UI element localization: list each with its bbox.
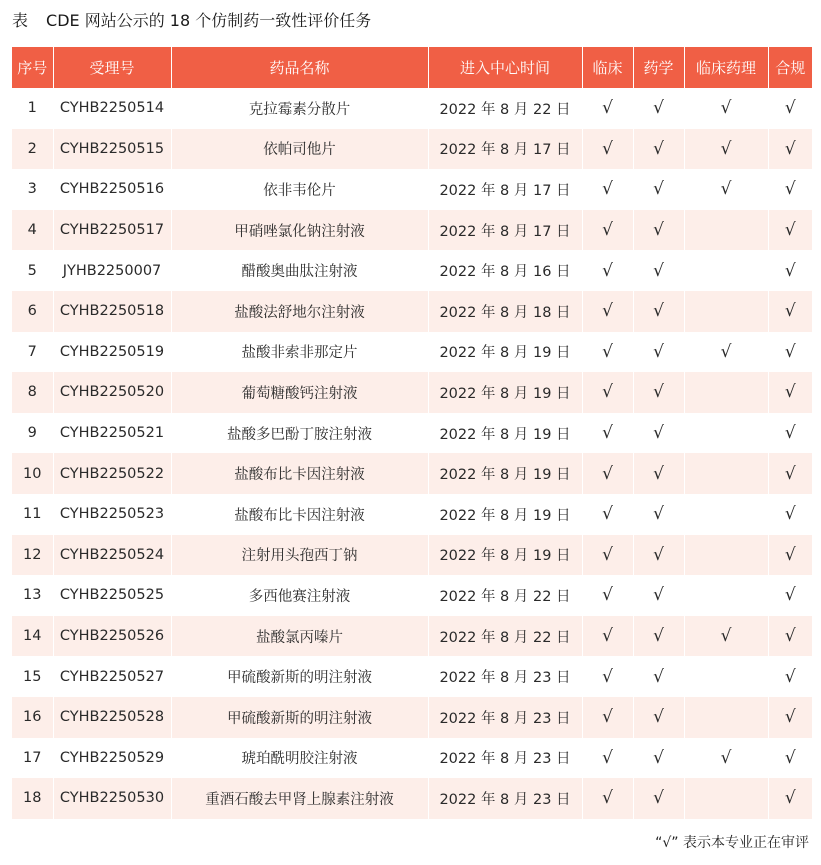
table-row <box>12 778 812 819</box>
cell-compliance: √ <box>768 535 812 576</box>
table-row <box>12 291 812 332</box>
cell-clinical: √ <box>582 656 633 697</box>
table-row <box>12 372 812 413</box>
cell-pharmacy: √ <box>633 88 684 129</box>
cell-pharmacy: √ <box>633 250 684 291</box>
cell-clinical: √ <box>582 453 633 494</box>
cell-drug-name: 盐酸多巴酚丁胺注射液 <box>171 413 428 454</box>
cell-pharmacy: √ <box>633 210 684 251</box>
cell-drug-name: 盐酸法舒地尔注射液 <box>171 291 428 332</box>
cell-drug-name: 重酒石酸去甲肾上腺素注射液 <box>171 778 428 819</box>
cell-seq: 1 <box>12 88 53 129</box>
cell-pharmacy: √ <box>633 372 684 413</box>
cell-entry-date: 2022 年 8 月 23 日 <box>428 738 582 779</box>
cell-drug-name: 注射用头孢西丁钠 <box>171 535 428 576</box>
cell-acceptance-no: CYHB2250521 <box>53 413 171 454</box>
cell-clinical: √ <box>582 169 633 210</box>
cell-seq: 7 <box>12 332 53 373</box>
cell-clinical: √ <box>582 88 633 129</box>
cell-pharmacy: √ <box>633 129 684 170</box>
cell-drug-name: 盐酸布比卡因注射液 <box>171 453 428 494</box>
table-row <box>12 738 812 779</box>
cell-clinical-pharmacology <box>684 413 768 454</box>
cell-clinical-pharmacology <box>684 575 768 616</box>
cell-pharmacy: √ <box>633 453 684 494</box>
cell-clinical-pharmacology <box>684 250 768 291</box>
cell-seq: 9 <box>12 413 53 454</box>
cell-clinical-pharmacology <box>684 494 768 535</box>
cell-compliance: √ <box>784 341 796 362</box>
cell-drug-name: 盐酸非索非那定片 <box>171 332 428 373</box>
cell-compliance: √ <box>784 585 796 606</box>
cell-pharmacy: √ <box>633 738 684 779</box>
cell-entry-date: 2022 年 8 月 22 日 <box>428 616 582 657</box>
cell-drug-name: 琥珀酰明胶注射液 <box>171 738 428 779</box>
header-acceptance-no: 受理号 <box>53 47 171 88</box>
cell-clinical: √ <box>582 494 633 535</box>
cell-clinical: √ <box>582 210 633 251</box>
cell-seq: 2 <box>12 129 53 170</box>
cell-pharmacy: √ <box>633 575 684 616</box>
footnote: “√” 表示本专业正在审评 <box>655 835 809 851</box>
cell-pharmacy: √ <box>633 332 684 373</box>
cell-seq: 11 <box>12 494 53 535</box>
cell-entry-date: 2022 年 8 月 17 日 <box>428 169 582 210</box>
cell-entry-date: 2022 年 8 月 19 日 <box>428 332 582 373</box>
cell-acceptance-no: CYHB2250517 <box>53 210 171 251</box>
cell-acceptance-no: CYHB2250525 <box>53 575 171 616</box>
table-caption: CDE 网站公示的 18 个仿制药一致性评价任务 <box>46 11 372 30</box>
cell-pharmacy: √ <box>633 656 684 697</box>
cell-acceptance-no: CYHB2250518 <box>53 291 171 332</box>
cell-seq: 5 <box>12 250 53 291</box>
cell-clinical-pharmacology <box>684 291 768 332</box>
table-row <box>12 575 812 616</box>
cell-seq: 14 <box>12 616 53 657</box>
table-row <box>12 616 812 657</box>
cell-seq: 15 <box>12 656 53 697</box>
cell-clinical-pharmacology: √ <box>684 332 768 373</box>
cell-compliance: √ <box>768 697 812 738</box>
cell-compliance: √ <box>768 778 812 819</box>
cell-seq: 12 <box>12 535 53 576</box>
cell-drug-name: 依非韦伦片 <box>171 169 428 210</box>
cell-acceptance-no: CYHB2250519 <box>53 332 171 373</box>
cell-acceptance-no: CYHB2250516 <box>53 169 171 210</box>
cell-seq: 16 <box>12 697 53 738</box>
cell-drug-name: 甲硝唑氯化钠注射液 <box>171 210 428 251</box>
table-row <box>12 332 812 373</box>
cell-acceptance-no: CYHB2250522 <box>53 453 171 494</box>
cell-entry-date: 2022 年 8 月 22 日 <box>428 575 582 616</box>
cell-compliance: √ <box>784 423 796 444</box>
cell-drug-name: 甲硫酸新斯的明注射液 <box>171 656 428 697</box>
evaluation-task-table <box>12 47 812 819</box>
cell-drug-name: 醋酸奥曲肽注射液 <box>171 250 428 291</box>
cell-drug-name: 葡萄糖酸钙注射液 <box>171 372 428 413</box>
cell-entry-date: 2022 年 8 月 22 日 <box>428 88 582 129</box>
table-label: 表 <box>12 11 29 30</box>
cell-clinical: √ <box>582 575 633 616</box>
cell-entry-date: 2022 年 8 月 19 日 <box>428 453 582 494</box>
table-row <box>12 210 812 251</box>
cell-compliance: √ <box>784 666 796 687</box>
cell-seq: 17 <box>12 738 53 779</box>
cell-clinical-pharmacology <box>684 535 768 576</box>
header-seq: 序号 <box>12 47 53 88</box>
cell-seq: 18 <box>12 778 53 819</box>
table-row <box>12 697 812 738</box>
cell-clinical-pharmacology <box>684 778 768 819</box>
cell-clinical: √ <box>582 616 633 657</box>
cell-clinical-pharmacology: √ <box>684 169 768 210</box>
header-clinical-pharmacology: 临床药理 <box>684 47 768 88</box>
cell-pharmacy: √ <box>633 535 684 576</box>
cell-entry-date: 2022 年 8 月 17 日 <box>428 129 582 170</box>
cell-drug-name: 依帕司他片 <box>171 129 428 170</box>
cell-seq: 6 <box>12 291 53 332</box>
table-row <box>12 250 812 291</box>
cell-entry-date: 2022 年 8 月 23 日 <box>428 656 582 697</box>
cell-entry-date: 2022 年 8 月 23 日 <box>428 778 582 819</box>
table-row <box>12 169 812 210</box>
cell-acceptance-no: CYHB2250528 <box>53 697 171 738</box>
cell-compliance: √ <box>768 129 812 170</box>
cell-acceptance-no: CYHB2250526 <box>53 616 171 657</box>
cell-clinical: √ <box>582 332 633 373</box>
cell-compliance: √ <box>784 260 796 281</box>
header-compliance: 合规 <box>768 47 812 88</box>
cell-seq: 13 <box>12 575 53 616</box>
table-row <box>12 88 812 129</box>
cell-clinical: √ <box>582 535 633 576</box>
table-row <box>12 535 812 576</box>
cell-pharmacy: √ <box>633 697 684 738</box>
cell-pharmacy: √ <box>633 778 684 819</box>
table-title <box>12 8 371 34</box>
header-clinical: 临床 <box>582 47 633 88</box>
cell-entry-date: 2022 年 8 月 19 日 <box>428 372 582 413</box>
cell-compliance: √ <box>784 747 796 768</box>
header-pharmacy: 药学 <box>633 47 684 88</box>
cell-acceptance-no: CYHB2250523 <box>53 494 171 535</box>
table-row <box>12 656 812 697</box>
table-row <box>12 129 812 170</box>
cell-acceptance-no: CYHB2250520 <box>53 372 171 413</box>
table-row <box>12 494 812 535</box>
cell-clinical: √ <box>582 250 633 291</box>
cell-clinical: √ <box>582 372 633 413</box>
cell-pharmacy: √ <box>633 494 684 535</box>
cell-acceptance-no: CYHB2250515 <box>53 129 171 170</box>
cell-pharmacy: √ <box>633 413 684 454</box>
cell-compliance: √ <box>768 372 812 413</box>
cell-acceptance-no: CYHB2250527 <box>53 656 171 697</box>
cell-entry-date: 2022 年 8 月 17 日 <box>428 210 582 251</box>
cell-entry-date: 2022 年 8 月 19 日 <box>428 413 582 454</box>
cell-acceptance-no: CYHB2250529 <box>53 738 171 779</box>
cell-entry-date: 2022 年 8 月 19 日 <box>428 494 582 535</box>
cell-clinical: √ <box>582 738 633 779</box>
table-row <box>12 453 812 494</box>
cell-compliance: √ <box>784 98 796 119</box>
cell-pharmacy: √ <box>633 169 684 210</box>
cell-clinical-pharmacology <box>684 210 768 251</box>
cell-clinical: √ <box>582 697 633 738</box>
cell-seq: 8 <box>12 372 53 413</box>
cell-pharmacy: √ <box>633 291 684 332</box>
cell-clinical: √ <box>582 413 633 454</box>
cell-clinical: √ <box>582 291 633 332</box>
cell-clinical-pharmacology: √ <box>684 88 768 129</box>
cell-clinical-pharmacology <box>684 656 768 697</box>
cell-acceptance-no: CYHB2250514 <box>53 88 171 129</box>
cell-clinical-pharmacology: √ <box>684 129 768 170</box>
cell-entry-date: 2022 年 8 月 16 日 <box>428 250 582 291</box>
cell-drug-name: 盐酸氯丙嗪片 <box>171 616 428 657</box>
cell-clinical-pharmacology: √ <box>684 616 768 657</box>
cell-drug-name: 克拉霉素分散片 <box>171 88 428 129</box>
cell-entry-date: 2022 年 8 月 23 日 <box>428 697 582 738</box>
table-row <box>12 413 812 454</box>
header-drug-name: 药品名称 <box>171 47 428 88</box>
cell-compliance: √ <box>768 210 812 251</box>
cell-acceptance-no: CYHB2250524 <box>53 535 171 576</box>
cell-pharmacy: √ <box>633 616 684 657</box>
cell-clinical-pharmacology <box>684 372 768 413</box>
cell-drug-name: 盐酸布比卡因注射液 <box>171 494 428 535</box>
cell-compliance: √ <box>768 616 812 657</box>
cell-compliance: √ <box>768 291 812 332</box>
cell-clinical: √ <box>582 778 633 819</box>
cell-compliance: √ <box>768 453 812 494</box>
cell-seq: 4 <box>12 210 53 251</box>
cell-seq: 3 <box>12 169 53 210</box>
cell-acceptance-no: CYHB2250530 <box>53 778 171 819</box>
cell-acceptance-no: JYHB2250007 <box>53 250 171 291</box>
table-header-row <box>12 47 812 88</box>
cell-compliance: √ <box>784 179 796 200</box>
cell-seq: 10 <box>12 453 53 494</box>
cell-clinical-pharmacology <box>684 453 768 494</box>
cell-drug-name: 甲硫酸新斯的明注射液 <box>171 697 428 738</box>
cell-entry-date: 2022 年 8 月 19 日 <box>428 535 582 576</box>
cell-clinical-pharmacology <box>684 697 768 738</box>
header-entry-date: 进入中心时间 <box>428 47 582 88</box>
cell-entry-date: 2022 年 8 月 18 日 <box>428 291 582 332</box>
cell-drug-name: 多西他赛注射液 <box>171 575 428 616</box>
cell-compliance: √ <box>784 504 796 525</box>
cell-clinical: √ <box>582 129 633 170</box>
cell-clinical-pharmacology: √ <box>684 738 768 779</box>
